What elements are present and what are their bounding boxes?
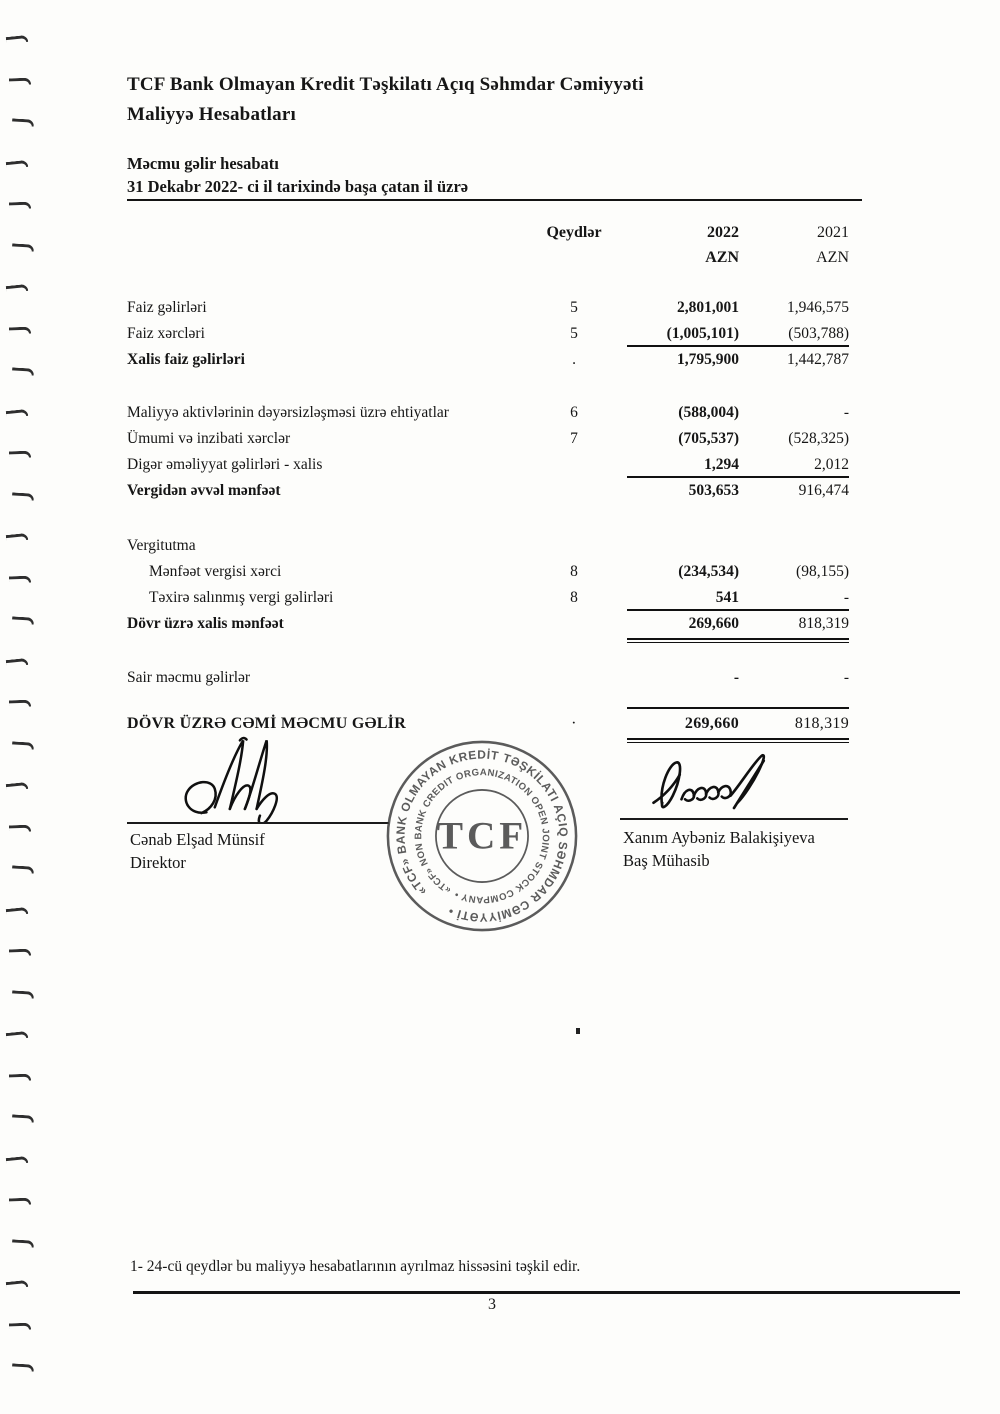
row-label: Faiz xərcləri <box>127 325 205 342</box>
binding-mark <box>6 160 29 169</box>
row-note: 8 <box>570 589 578 606</box>
binding-mark <box>6 1280 29 1289</box>
binding-mark <box>12 492 34 500</box>
table-row <box>127 478 849 504</box>
binding-mark <box>9 825 31 833</box>
scan-artifact-dot <box>576 1028 580 1034</box>
table-row <box>127 426 849 452</box>
row-label: Faiz gəlirləri <box>127 299 207 316</box>
row-label: Ümumi və inzibati xərclər <box>127 430 291 447</box>
income-statement-table <box>127 220 849 737</box>
row-value-2021: 818,319 <box>798 615 849 632</box>
row-value-2022: 269,660 <box>688 615 739 632</box>
row-spacer <box>127 504 849 533</box>
binding-mark <box>6 907 29 916</box>
director-signature-block <box>127 738 407 872</box>
statement-title: Məcmu gəlir hesabatı <box>127 154 279 173</box>
row-note <box>539 478 609 504</box>
director-signature-line <box>127 822 389 824</box>
statement-heading <box>127 152 867 198</box>
binding-mark <box>12 865 34 873</box>
row-value-2021: - <box>843 404 849 421</box>
row-value-2022: 2,801,001 <box>677 299 739 316</box>
row-value-2021: (528,325) <box>788 430 849 447</box>
row-note: 5 <box>570 299 578 316</box>
row-value-2022: 541 <box>715 589 739 606</box>
page-number: 3 <box>488 1296 496 1313</box>
table-row <box>127 400 849 426</box>
binding-mark <box>6 409 29 418</box>
director-title: Direktor <box>130 853 186 872</box>
total-rule-above <box>627 707 849 709</box>
row-value-2021 <box>739 533 849 559</box>
binding-mark <box>9 327 31 335</box>
accountant-signature-icon <box>634 752 834 822</box>
total-rule-double <box>627 738 849 743</box>
row-spacer <box>127 373 849 400</box>
stamp-inner-ring-text: «TCF» NON BANK CREDIT ORGANIZATION OPEN JOINT STOCK COMPANY • <box>413 767 551 905</box>
report-title: Maliyyə Hesabatları <box>127 104 296 125</box>
total-rule-double <box>627 638 849 643</box>
binding-mark <box>12 616 34 624</box>
row-note <box>539 611 609 637</box>
row-label: Maliyyə aktivlərinin dəyərsizləşməsi üzrə ehtiyatlar <box>127 404 449 421</box>
header-gap <box>127 270 849 295</box>
binding-mark <box>9 1074 31 1082</box>
table-row <box>127 321 849 347</box>
row-label: Təxirə salınmış vergi gəlirləri <box>149 589 334 606</box>
binding-mark <box>9 576 31 584</box>
table-row <box>127 533 849 559</box>
row-label: Vergitutma <box>127 537 196 554</box>
binding-mark <box>12 1114 34 1122</box>
binding-mark <box>9 1198 31 1206</box>
binding-mark <box>12 243 34 251</box>
row-value-2022: (234,534) <box>678 563 739 580</box>
row-label: Digər əməliyyat gəlirləri - xalis <box>127 456 323 473</box>
row-label: DÖVR ÜZRƏ CƏMİ MƏCMU GƏLİR <box>127 715 407 732</box>
accountant-title: Baş Mühasib <box>623 851 710 870</box>
table-row <box>127 559 849 585</box>
row-value-2021: (503,788) <box>788 325 849 342</box>
row-note <box>539 533 609 559</box>
company-header <box>127 70 867 130</box>
row-value-2022: (588,004) <box>678 404 739 421</box>
binding-mark <box>9 78 31 86</box>
row-note <box>539 665 609 691</box>
binding-mark <box>9 700 31 708</box>
row-value-2021: 2,012 <box>814 456 849 473</box>
row-label: Sair məcmu gəlirlər <box>127 669 251 686</box>
row-value-2022: 503,653 <box>688 482 739 499</box>
row-label: Mənfəət vergisi xərci <box>149 563 282 580</box>
row-value-2021: - <box>843 589 849 606</box>
accountant-signature-line <box>620 818 848 820</box>
stamp-center-label: TCF <box>436 814 528 858</box>
statement-period: 31 Dekabr 2022- ci il tarixində başa çatan il üzrə <box>127 177 469 196</box>
accountant-signature-block <box>620 752 870 882</box>
row-value-2022 <box>609 533 739 559</box>
row-note: 5 <box>570 325 578 342</box>
table-row <box>127 347 849 373</box>
binding-mark <box>6 658 29 667</box>
row-value-2022: 1,795,900 <box>677 351 739 368</box>
row-value-2022: (705,537) <box>678 430 739 447</box>
row-label: Dövr üzrə xalis mənfəət <box>127 615 284 632</box>
row-value-2022: - <box>733 669 739 686</box>
footer-rule <box>133 1291 960 1294</box>
binding-mark <box>12 1363 34 1371</box>
table-row <box>127 452 849 478</box>
currency-label-2022: AZN <box>705 249 739 266</box>
binding-mark <box>9 451 31 459</box>
binding-mark <box>6 35 29 44</box>
table-row <box>127 585 849 611</box>
row-value-2021: - <box>843 669 849 686</box>
row-value-2022: (1,005,101) <box>666 325 739 342</box>
binding-mark <box>6 1031 29 1040</box>
row-value-2021: 1,442,787 <box>787 351 849 368</box>
binding-mark <box>12 118 34 126</box>
row-value-2021: 818,319 <box>794 715 849 732</box>
row-note: 8 <box>570 563 578 580</box>
binding-mark <box>9 949 31 957</box>
table-row <box>127 295 849 321</box>
column-header-notes: Qeydlər <box>546 224 602 241</box>
binding-mark <box>12 367 34 375</box>
binding-mark <box>12 1239 34 1247</box>
accountant-name: Xanım Aybəniz Balakişiyeva <box>623 828 815 847</box>
row-label: Vergidən əvvəl mənfəət <box>127 482 281 499</box>
table-header <box>127 220 849 270</box>
company-name: TCF Bank Olmayan Kredit Təşkilatı Açıq Səhmdar Cəmiyyəti <box>127 74 644 95</box>
row-value-2021: 1,946,575 <box>787 299 849 316</box>
row-note: 7 <box>570 430 578 447</box>
heading-rule <box>127 199 862 201</box>
binding-mark <box>9 1323 31 1331</box>
row-value-2022: 1,294 <box>704 456 739 473</box>
column-header-2022: 2022 <box>707 224 739 241</box>
director-signature-icon <box>155 732 395 824</box>
row-note: · <box>571 715 577 732</box>
row-note: . <box>572 351 576 368</box>
table-row <box>127 665 849 691</box>
binding-mark <box>12 741 34 749</box>
row-label: Xalis faiz gəlirləri <box>127 351 245 368</box>
row-value-2022: 269,660 <box>684 715 739 732</box>
company-stamp-seal <box>384 738 580 934</box>
binding-mark <box>9 202 31 210</box>
director-name: Cənab Elşad Münsif <box>130 830 265 849</box>
row-note <box>539 452 609 478</box>
stamp-outer-ring-text: «TCF» BANK OLMAYAN KREDİT TƏŞKİLATI AÇIQ SƏHMDAR CƏMİYYƏTİ • <box>393 747 571 925</box>
column-header-2021: 2021 <box>817 224 849 241</box>
binding-mark <box>12 990 34 998</box>
binding-mark <box>6 1156 29 1165</box>
footnote: 1- 24-cü qeydlər bu maliyyə hesabatlarının ayrılmaz hissəsini təşkil edir. <box>130 1258 581 1275</box>
currency-label-2021: AZN <box>816 249 849 266</box>
row-value-2021: (98,155) <box>796 563 849 580</box>
binding-mark <box>6 284 29 293</box>
table-row <box>127 611 849 637</box>
row-note: 6 <box>570 404 578 421</box>
binding-mark <box>6 533 29 542</box>
row-value-2021: 916,474 <box>798 482 849 499</box>
binding-mark <box>6 782 29 791</box>
table-body <box>127 295 849 737</box>
